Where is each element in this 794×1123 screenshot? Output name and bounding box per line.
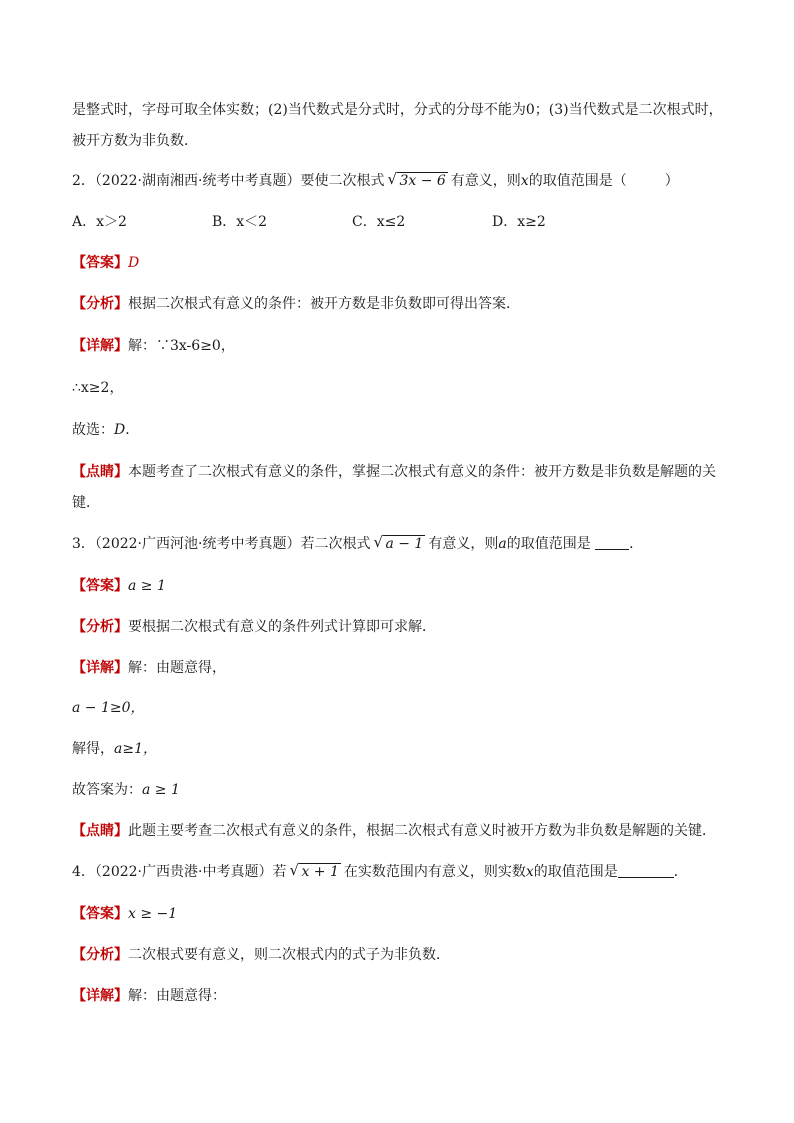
q4-detail: 【详解】解：由题意得： [72, 988, 226, 1004]
q4-stem: 4．（2022·广西贵港·中考真题）若 √ x + 1 在实数范围内有意义，则实数x的取值范围是 ． [72, 861, 688, 880]
q3-comment: 【点睛】此题主要考查二次根式有意义的条件，根据二次根式有意义时被开方数为非负数是解题的关键． [72, 823, 716, 839]
q3-sqrt-expression: √ a − 1 [373, 533, 424, 552]
q2-answer: 【答案】D [72, 255, 140, 271]
q4-sqrt-expression: √ x + 1 [289, 861, 339, 880]
q2-comment-line-2: 键． [72, 495, 100, 511]
q3-stem: 3．（2022·广西河池·统考中考真题）若二次根式 √ a − 1 有意义，则a的取值范围是 ． [72, 533, 644, 552]
q3-answer-blank [595, 549, 629, 550]
q3-detail: 【详解】解：由题意得， [72, 660, 226, 676]
q3-answer: 【答案】a ≥ 1 [72, 578, 166, 594]
q3-step-2: 解得，a≥1， [72, 741, 157, 757]
q2-source: （2022·湖南湘西·统考中考真题） [94, 173, 301, 189]
q2-analysis: 【分析】根据二次根式有意义的条件：被开方数是非负数即可得出答案． [72, 296, 520, 312]
intro-line-2: 被开方数为非负数． [72, 133, 198, 149]
q2-option-a: A．x＞2 [72, 214, 127, 230]
q4-answer: 【答案】x ≥ −1 [72, 906, 178, 922]
q2-option-d: D．x≥2 [492, 214, 546, 230]
q3-analysis: 【分析】要根据二次根式有意义的条件列式计算即可求解． [72, 619, 436, 635]
q3-step-1: a − 1≥0， [72, 700, 145, 716]
q2-stem: 2．（2022·湖南湘西·统考中考真题）要使二次根式 √ 3x − 6 有意义，则x的取值范围是（ ） [72, 170, 679, 189]
q2-sqrt-expression: √ 3x − 6 [387, 170, 446, 189]
q3-source: （2022·广西河池·统考中考真题） [94, 536, 301, 552]
q4-number: 4． [72, 864, 95, 880]
q3-step-3: 故答案为：a ≥ 1 [72, 782, 180, 798]
q2-option-b: B．x＜2 [212, 214, 268, 230]
q4-answer-blank [618, 877, 674, 878]
q2-detail: 【详解】解：∵3x-6≥0， [72, 338, 235, 354]
q4-analysis: 【分析】二次根式要有意义，则二次根式内的式子为非负数． [72, 947, 450, 963]
q4-source: （2022·广西贵港·中考真题） [94, 864, 273, 880]
q2-number: 2． [72, 173, 95, 189]
q3-number: 3． [72, 536, 95, 552]
q2-comment-line-1: 【点睛】本题考查了二次根式有意义的条件，掌握二次根式有意义的条件：被开方数是非负数是解题的关 [72, 464, 716, 480]
intro-line-1: 是整式时，字母可取全体实数；(2)当代数式是分式时，分式的分母不能为0；(3)当代数式是二次根式时， [72, 102, 723, 118]
q2-options [72, 212, 632, 232]
q2-step-3: 故选：D． [72, 422, 140, 438]
q2-step-2: ∴x≥2， [72, 380, 124, 396]
q2-option-c: C．x≤2 [352, 214, 406, 230]
